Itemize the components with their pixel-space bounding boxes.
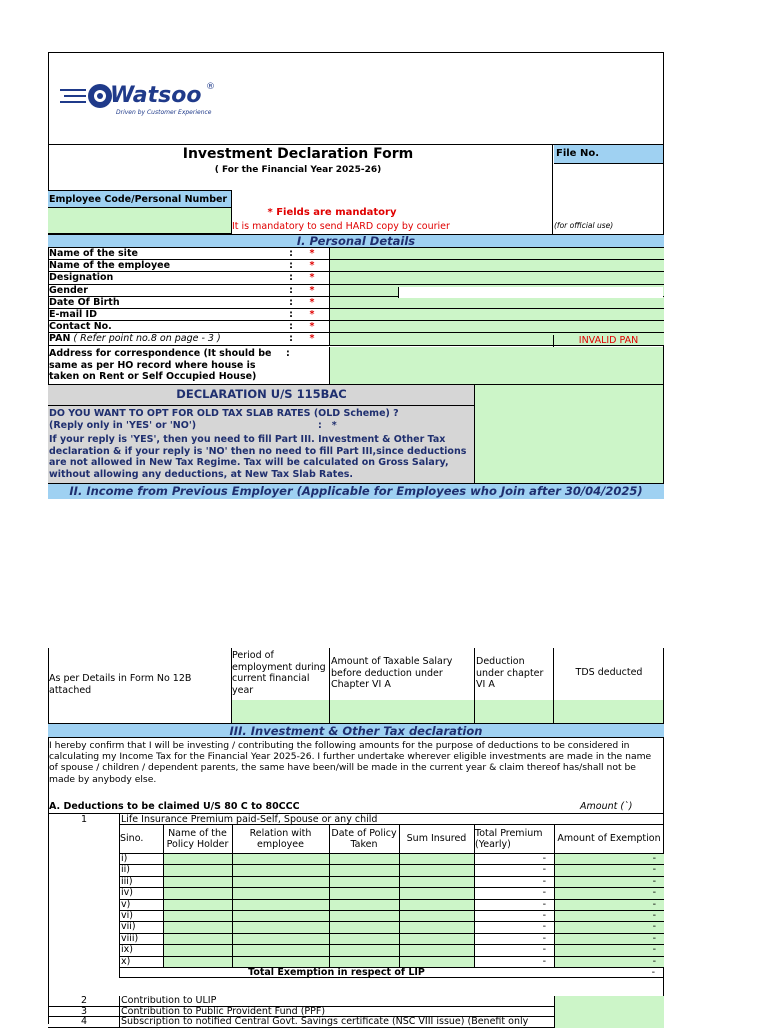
lip-cell[interactable]: [232, 864, 329, 875]
lip-header-label: Amount of Exemption: [557, 833, 661, 845]
lip-cell: -: [474, 944, 554, 955]
lip-total-label: Total Exemption in respect of LIP: [248, 967, 425, 978]
lip-cell[interactable]: [399, 864, 474, 875]
lip-cell[interactable]: [329, 876, 399, 887]
lip-cell: -: [474, 910, 554, 921]
lip-cell[interactable]: -: [554, 876, 664, 887]
required-star: *: [309, 296, 315, 308]
emp-code-label: Employee Code/Personal Number: [48, 190, 232, 208]
address-input[interactable]: [329, 347, 663, 384]
lip-cell[interactable]: [399, 956, 474, 967]
form-title: Investment Declaration Form: [182, 146, 414, 162]
section2-title: II. Income from Previous Employer (Applicable for Employees who Join after 30/04/2025): [48, 483, 664, 499]
field-input[interactable]: [329, 260, 664, 271]
field-label: E-mail ID: [49, 309, 97, 320]
lip-sino-cell: i): [119, 853, 163, 864]
lip-title: Life Insurance Premium paid-Self, Spouse or any child: [121, 814, 378, 825]
required-star: *: [309, 260, 315, 272]
address-label: Address for correspondence (It should be same as per HO record where house is taken on Rent or Self Occupied House): [49, 348, 272, 382]
watsoo-logo-icon: [58, 80, 118, 114]
field-label: Date Of Birth: [49, 296, 120, 308]
lip-cell[interactable]: -: [554, 887, 664, 898]
lip-cell[interactable]: [163, 899, 232, 910]
file-no-label: File No.: [554, 145, 663, 164]
lip-cell[interactable]: [399, 910, 474, 921]
deduction-amount-input[interactable]: [554, 1017, 664, 1028]
lip-cell[interactable]: [232, 956, 329, 967]
lip-cell[interactable]: [163, 933, 232, 944]
lip-sino-cell: vi): [119, 910, 163, 921]
lip-sino-cell: ix): [119, 944, 163, 955]
lip-number: 1: [80, 814, 88, 825]
lip-cell[interactable]: [163, 887, 232, 898]
lip-cell[interactable]: [329, 853, 399, 864]
required-star: *: [309, 272, 315, 284]
courier-note: It is mandatory to send HARD copy by courier: [232, 221, 450, 232]
lip-cell[interactable]: [232, 899, 329, 910]
field-colon: :: [289, 296, 293, 308]
lip-cell: -: [474, 853, 554, 864]
required-star: *: [309, 284, 315, 296]
lip-cell[interactable]: [399, 944, 474, 955]
field-colon: :: [289, 321, 293, 333]
declaration-reply-hint: (Reply only in 'YES' or 'NO'): [49, 420, 197, 431]
brand-tagline: Driven by Customer Experience: [116, 109, 212, 116]
lip-cell[interactable]: -: [554, 853, 664, 864]
lip-cell: -: [474, 876, 554, 887]
lip-header-label: Sino.: [120, 833, 144, 845]
lip-cell[interactable]: [163, 910, 232, 921]
lip-cell: -: [474, 887, 554, 898]
lip-cell[interactable]: [399, 899, 474, 910]
lip-sino-cell: iii): [119, 876, 163, 887]
lip-header-label: Date of Policy Taken: [331, 827, 397, 850]
deduction-amount-input[interactable]: [554, 996, 664, 1007]
declaration-question: DO YOU WANT TO OPT FOR OLD TAX SLAB RATES (OLD Scheme) ?: [49, 408, 399, 419]
mandatory-note: * Fields are mandatory: [267, 207, 397, 218]
section1-title: I. Personal Details: [48, 234, 664, 248]
header-tds: TDS deducted: [575, 667, 643, 678]
lip-sino-cell: vii): [119, 921, 163, 932]
lip-header-label: Relation with employee: [249, 827, 312, 850]
lip-header-label: Total Premium (Yearly): [475, 827, 543, 850]
field-colon: :: [289, 260, 293, 272]
deduction-number: 2: [80, 995, 88, 1006]
lip-cell[interactable]: [399, 853, 474, 864]
brand-logo: [58, 80, 228, 120]
taxable-salary-input[interactable]: [330, 700, 475, 723]
lip-sino-cell: x): [119, 956, 163, 967]
lip-cell[interactable]: [163, 864, 232, 875]
lip-header-label: Name of the Policy Holder: [166, 827, 229, 850]
brand-name: Watsoo: [110, 83, 202, 108]
field-input[interactable]: [329, 272, 664, 283]
lip-total-value: -: [651, 967, 655, 978]
lip-cell[interactable]: -: [554, 956, 664, 967]
lip-title-box: [119, 813, 664, 824]
lip-cell[interactable]: -: [554, 944, 664, 955]
lip-cell[interactable]: [232, 876, 329, 887]
field-label-text: PAN: [49, 333, 71, 345]
lip-cell[interactable]: [163, 956, 232, 967]
field-input[interactable]: [329, 321, 664, 332]
lip-cell[interactable]: [329, 864, 399, 875]
lip-cell[interactable]: [163, 921, 232, 932]
lip-cell[interactable]: [163, 853, 232, 864]
form-subtitle: ( For the Financial Year 2025-26): [214, 165, 382, 175]
lip-cell[interactable]: [399, 887, 474, 898]
deduction-label: Contribution to Public Provident Fund (PPF): [119, 1007, 554, 1018]
lip-cell[interactable]: [163, 944, 232, 955]
field-input[interactable]: [329, 309, 664, 320]
lip-cell[interactable]: [399, 933, 474, 944]
lip-cell[interactable]: [399, 921, 474, 932]
lip-cell: -: [474, 864, 554, 875]
section3-title: III. Investment & Other Tax declaration: [48, 723, 664, 738]
required-star: *: [309, 333, 315, 345]
lip-cell: -: [474, 956, 554, 967]
lip-cell[interactable]: [232, 944, 329, 955]
prev-employer-note: As per Details in Form No 12B attached: [49, 673, 192, 696]
declaration-reply-marker: : *: [318, 420, 337, 431]
field-colon: :: [289, 272, 293, 284]
deduction-input[interactable]: [475, 700, 554, 723]
field-label: Name of the site: [49, 248, 138, 259]
gender-extra-input[interactable]: [398, 287, 663, 298]
lip-cell[interactable]: -: [554, 910, 664, 921]
required-star: *: [309, 321, 315, 333]
header-taxable-salary: Amount of Taxable Salary before deduction under Chapter VI A: [331, 656, 453, 690]
field-label: Gender: [49, 284, 88, 296]
field-colon: :: [289, 309, 293, 320]
lip-cell[interactable]: [329, 933, 399, 944]
deductions-title: A. Deductions to be claimed U/S 80 C to 80CCC: [49, 801, 300, 812]
lip-cell[interactable]: [329, 944, 399, 955]
lip-header-label: Sum Insured: [406, 833, 467, 845]
field-input[interactable]: [329, 297, 664, 308]
lip-cell[interactable]: [163, 876, 232, 887]
field-input[interactable]: [329, 248, 664, 259]
declaration-info: If your reply is 'YES', then you need to fill Part III. Investment & Other Tax declaration & if your reply is 'NO' then no need to fill Part III,since deductions are not allowed in New Tax Regime. Tax will be calculated on Gross Salary, without allowing any deductions, at New Tax Slab Rates.: [49, 434, 467, 480]
lip-cell[interactable]: [232, 921, 329, 932]
lip-cell[interactable]: [329, 899, 399, 910]
required-star: *: [309, 309, 315, 320]
amount-label: Amount (`): [580, 801, 633, 812]
deduction-number: 3: [80, 1005, 88, 1017]
lip-cell[interactable]: [399, 876, 474, 887]
confirmation-text: I hereby confirm that I will be investing / contributing the following amounts for the purpose of deductions to be considered in calculating my Income Tax for the Financial Year 2025-26. I further undertake wherever eligible investments are made in the name of spouse / children / dependent parents, the same have been/will be made in the current year & claim thereof has/shall not be made by anybody else.: [49, 740, 652, 785]
deduction-number: 4: [80, 1016, 88, 1027]
deduction-label: Contribution to ULIP: [119, 996, 554, 1007]
field-label: Designation: [49, 272, 114, 284]
field-colon: :: [289, 284, 293, 296]
lip-cell: -: [474, 899, 554, 910]
lip-cell[interactable]: [329, 910, 399, 921]
period-input[interactable]: [231, 700, 330, 723]
field-colon: :: [289, 248, 293, 259]
lip-cell: -: [474, 921, 554, 932]
deduction-label: Subscription to notified Central Govt. Savings certificate (NSC VIII issue) (Benefit only: [119, 1017, 554, 1028]
field-label: [49, 333, 285, 345]
deduction-amount-input[interactable]: [554, 1007, 664, 1018]
lip-cell[interactable]: [329, 887, 399, 898]
invalid-pan-text: INVALID PAN: [578, 335, 639, 346]
official-use-label: (for official use): [554, 221, 614, 230]
tds-input[interactable]: [554, 700, 663, 723]
lip-sino-cell: iv): [119, 887, 163, 898]
lip-cell[interactable]: [329, 921, 399, 932]
tax-regime-reply-input[interactable]: [475, 384, 663, 483]
lip-cell[interactable]: -: [554, 864, 664, 875]
lip-sino-cell: ii): [119, 864, 163, 875]
lip-cell[interactable]: -: [554, 899, 664, 910]
field-label-note: ( Refer point no.8 on page - 3 ): [70, 333, 221, 345]
registered-mark-icon: ®: [206, 82, 215, 92]
lip-sino-cell: viii): [119, 933, 163, 944]
declaration-title: DECLARATION U/S 115BAC: [48, 384, 475, 406]
field-colon: :: [289, 333, 293, 345]
lip-cell[interactable]: [232, 910, 329, 921]
lip-cell[interactable]: -: [554, 933, 664, 944]
lip-cell[interactable]: [232, 887, 329, 898]
required-star: *: [309, 248, 315, 259]
lip-cell: -: [474, 933, 554, 944]
lip-cell[interactable]: [232, 933, 329, 944]
lip-cell[interactable]: [329, 956, 399, 967]
lip-cell[interactable]: [232, 853, 329, 864]
header-period: Period of employment during current financial year: [232, 650, 326, 696]
lip-cell[interactable]: -: [554, 921, 664, 932]
lip-sino-cell: v): [119, 899, 163, 910]
field-label: Name of the employee: [49, 260, 171, 272]
header-deduction: Deduction under chapter VI A: [476, 656, 544, 690]
address-colon: :: [286, 348, 290, 359]
field-label: Contact No.: [49, 321, 112, 333]
emp-code-input[interactable]: [48, 208, 232, 234]
